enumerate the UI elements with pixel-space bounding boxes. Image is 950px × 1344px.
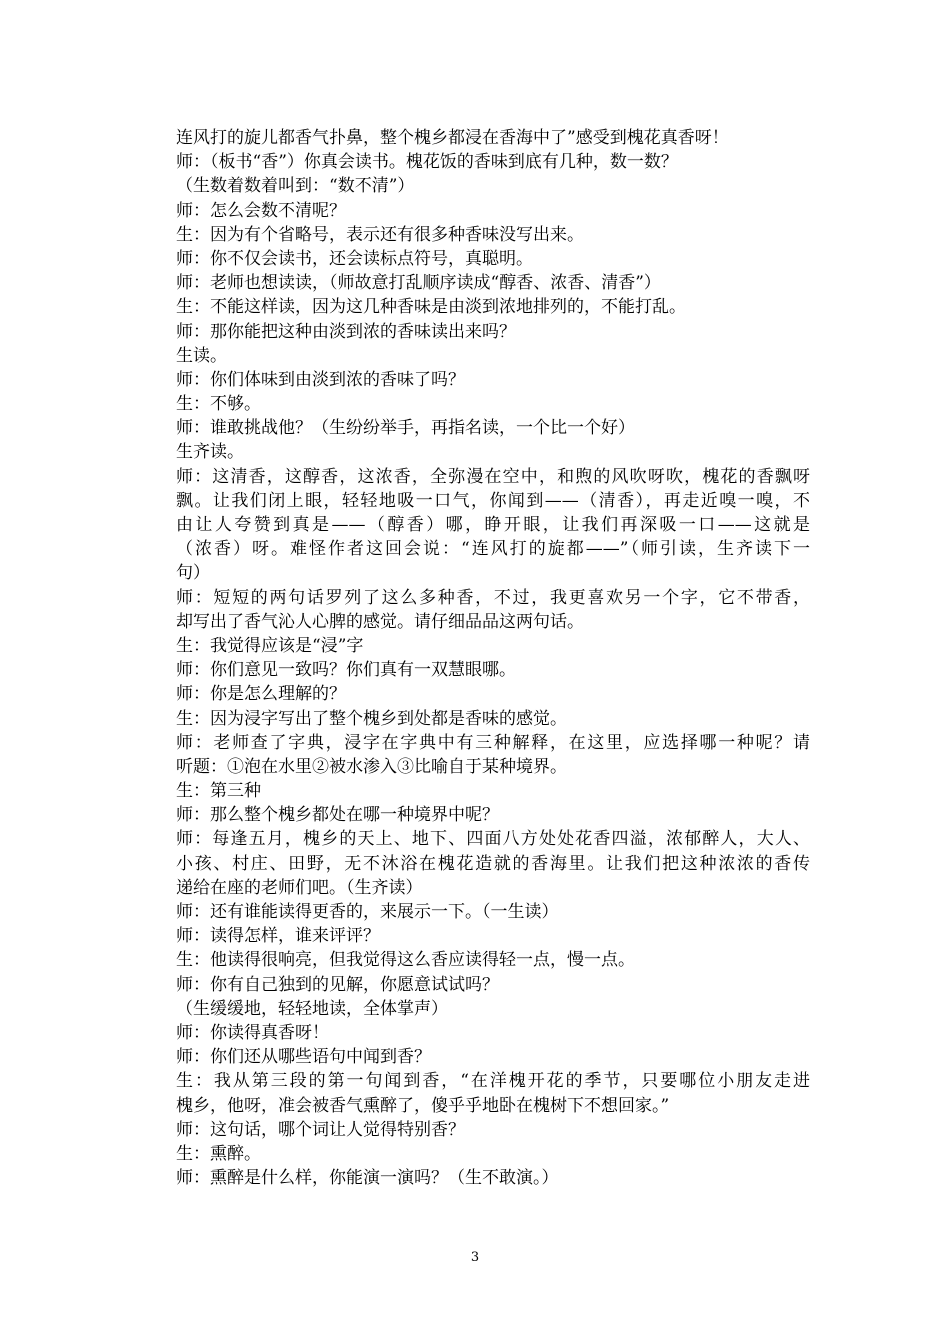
text-line: 师：这句话，哪个词让人觉得特别香？ [176,1119,465,1140]
page-number: 3 [470,1250,480,1265]
text-line: 生：我觉得应该是“浸”字 [176,635,364,656]
text-line: 师：读得怎样，谁来评评？ [176,926,380,947]
text-line: 递给在座的老师们吧。（生齐读） [176,877,423,898]
text-line: 连风打的旋儿都香气扑鼻，整个槐乡都浸在香海中了”感受到槐花真香呀！ [176,128,729,148]
text-line: 师：老师查了字典，浸字在字典中有三种解释，在这里，应选择哪一种呢？请 [176,732,810,753]
text-line: 听题：①泡在水里②被水渗入③比喻自于某种境界。 [176,756,567,777]
text-line: 师：谁敢挑战他？（生纷纷举手，再指名读，一个比一个好） [176,418,635,439]
text-line: 生齐读。 [176,442,244,463]
text-line: 师：怎么会数不清呢？ [176,200,346,221]
text-line: 句） [176,563,210,584]
text-line: 师：你有自己独到的见解，你愿意试试吗？ [176,974,499,995]
text-line: 生：不能这样读，因为这几种香味是由淡到浓地排列的，不能打乱。 [176,297,686,318]
text-line: 师：短短的两句话罗列了这么多种香，不过，我更喜欢另一个字，它不带香， [176,587,810,608]
text-line: 师：每逢五月，槐乡的天上、地下、四面八方处处花香四溢，浓郁醉人，大人、 [176,829,810,850]
text-line: 槐乡，他呀，准会被香气熏醉了，傻乎乎地卧在槐树下不想回家。” [176,1095,670,1116]
text-line: 飘。让我们闭上眼，轻轻地吸一口气，你闻到——（清香），再走近嗅一嗅，不 [176,490,810,511]
text-line: 生：我从第三段的第一句闻到香，“在洋槐开花的季节，只要哪位小朋友走进 [176,1071,810,1092]
text-line: 师：那你能把这种由淡到浓的香味读出来吗？ [176,321,516,342]
text-line: 师：熏醉是什么样，你能演一演吗？（生不敢演。） [176,1168,559,1189]
text-line: 生：熏醉。 [176,1143,261,1164]
text-line: （浓香）呀。难怪作者这回会说：“连风打的旋都——”（师引读，生齐读下一 [176,539,810,560]
text-line: 生读。 [176,345,227,366]
text-line: 生：因为有个省略号，表示还有很多种香味没写出来。 [176,224,584,245]
text-line: 师：（板书“香”）你真会读书。槐花饭的香味到底有几种，数一数？ [176,152,678,173]
text-line: 师：你们还从哪些语句中闻到香？ [176,1047,431,1068]
text-line: 师：老师也想读读，（师故意打乱顺序读成“醇香、浓香、清香”） [176,273,661,294]
text-line: 生：因为浸字写出了整个槐乡到处都是香味的感觉。 [176,708,567,729]
text-line: 师：你是怎么理解的？ [176,684,346,705]
text-line: 却写出了香气沁人心脾的感觉。请仔细品品这两句话。 [176,611,584,632]
text-line: 由让人夸赞到真是——（醇香）哪，睁开眼，让我们再深吸一口——这就是 [176,515,810,535]
text-line: 师：还有谁能读得更香的，来展示一下。（一生读） [176,902,559,922]
text-line: 生：第三种 [176,781,261,802]
text-line: 师：那么整个槐乡都处在哪一种境界中呢？ [176,805,499,826]
text-line: 生：不够。 [176,394,261,415]
text-line: 生：他读得很响亮，但我觉得这么香应读得轻一点，慢一点。 [176,950,635,971]
text-line: 师：你不仅会读书，还会读标点符号，真聪明。 [176,248,533,269]
text-line: 师：这清香，这醇香，这浓香，全弥漫在空中，和煦的风吹呀吹，槐花的香飘呀 [176,466,810,487]
text-line: 师：你们体味到由淡到浓的香味了吗？ [176,369,465,390]
text-line: 师：你们意见一致吗？你们真有一双慧眼哪。 [176,660,516,681]
body-text [176,126,810,1190]
text-line: （生缓缓地，轻轻地读，全体掌声） [176,998,448,1019]
text-line: 小孩、村庄、田野，无不沐浴在槐花造就的香海里。让我们把这种浓浓的香传 [176,853,810,874]
text-line: （生数着数着叫到：“数不清”） [176,176,415,197]
text-line: 师：你读得真香呀！ [176,1022,329,1043]
